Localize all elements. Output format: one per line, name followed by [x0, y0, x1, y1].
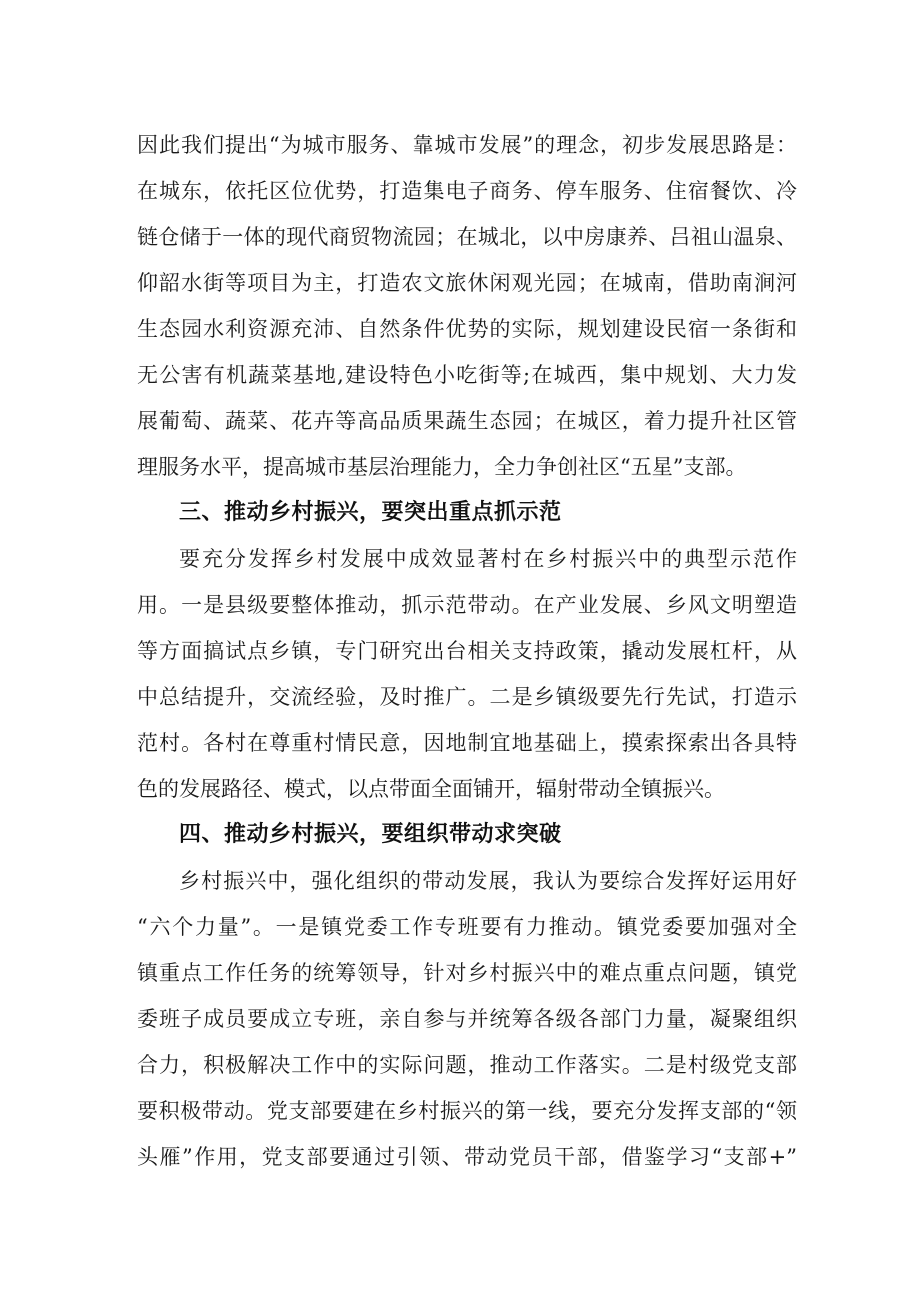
paragraph-line: 用。一是县级要整体推动，抓示范带动。在产业发展、乡风文明塑造	[137, 593, 797, 617]
section-heading-three: 三、推动乡村振兴，要突出重点抓示范	[179, 500, 562, 525]
paragraph-line: 合力，积极解决工作中的实际问题，推动工作落实。二是村级党支部	[137, 1053, 797, 1077]
paragraph-line: 生态园水利资源充沛、自然条件优势的实际，规划建设民宿一条街和	[137, 317, 797, 341]
section-four-paragraph	[137, 858, 797, 1180]
paragraph-line: 要积极带动。党支部要建在乡村振兴的第一线，要充分发挥支部的“领	[137, 1099, 797, 1123]
paragraph-line: 展葡萄、蔬菜、花卉等高品质果蔬生态园；在城区，着力提升社区管	[137, 409, 797, 433]
paragraph-line: 色的发展路径、模式，以点带面全面铺开，辐射带动全镇振兴。	[137, 777, 725, 801]
paragraph-line: 镇重点工作任务的统筹领导，针对乡村振兴中的难点重点问题，镇党	[137, 961, 797, 985]
paragraph-line: 范村。各村在尊重村情民意，因地制宜地基础上，摸索探索出各具特	[137, 731, 797, 755]
paragraph-line: 理服务水平，提高城市基层治理能力，全力争创社区“五星”支部。	[137, 455, 747, 479]
intro-paragraph	[137, 122, 797, 490]
paragraph-line: 因此我们提出“为城市服务、靠城市发展”的理念，初步发展思路是：	[137, 133, 797, 157]
paragraph-line: 乡村振兴中，强化组织的带动发展，我认为要综合发挥好运用好	[179, 869, 797, 893]
paragraph-line: 委班子成员要成立专班，亲自参与并统筹各级各部门力量，凝聚组织	[137, 1007, 797, 1031]
paragraph-line: 链仓储于一体的现代商贸物流园；在城北，以中房康养、吕祖山温泉、	[137, 225, 797, 249]
paragraph-line: 头雁”作用，党支部要通过引领、带动党员干部，借鉴学习“支部+”	[137, 1145, 797, 1169]
section-heading-four: 四、推动乡村振兴，要组织带动求突破	[179, 822, 562, 847]
paragraph-line: 无公害有机蔬菜基地,建设特色小吃街等;在城西，集中规划、大力发	[137, 363, 797, 387]
paragraph-line: 仰韶水街等项目为主，打造农文旅休闲观光园；在城南，借助南涧河	[137, 271, 797, 295]
paragraph-line: 等方面搞试点乡镇，专门研究出台相关支持政策，撬动发展杠杆，从	[137, 639, 797, 663]
paragraph-line: 要充分发挥乡村发展中成效显著村在乡村振兴中的典型示范作	[179, 547, 797, 571]
section-three-paragraph	[137, 536, 797, 812]
paragraph-line: “六个力量”。一是镇党委工作专班要有力推动。镇党委要加强对全	[137, 915, 797, 939]
document-body	[137, 122, 797, 1180]
paragraph-line: 在城东，依托区位优势，打造集电子商务、停车服务、住宿餐饮、冷	[137, 179, 797, 203]
paragraph-line: 中总结提升，交流经验，及时推广。二是乡镇级要先行先试，打造示	[137, 685, 797, 709]
